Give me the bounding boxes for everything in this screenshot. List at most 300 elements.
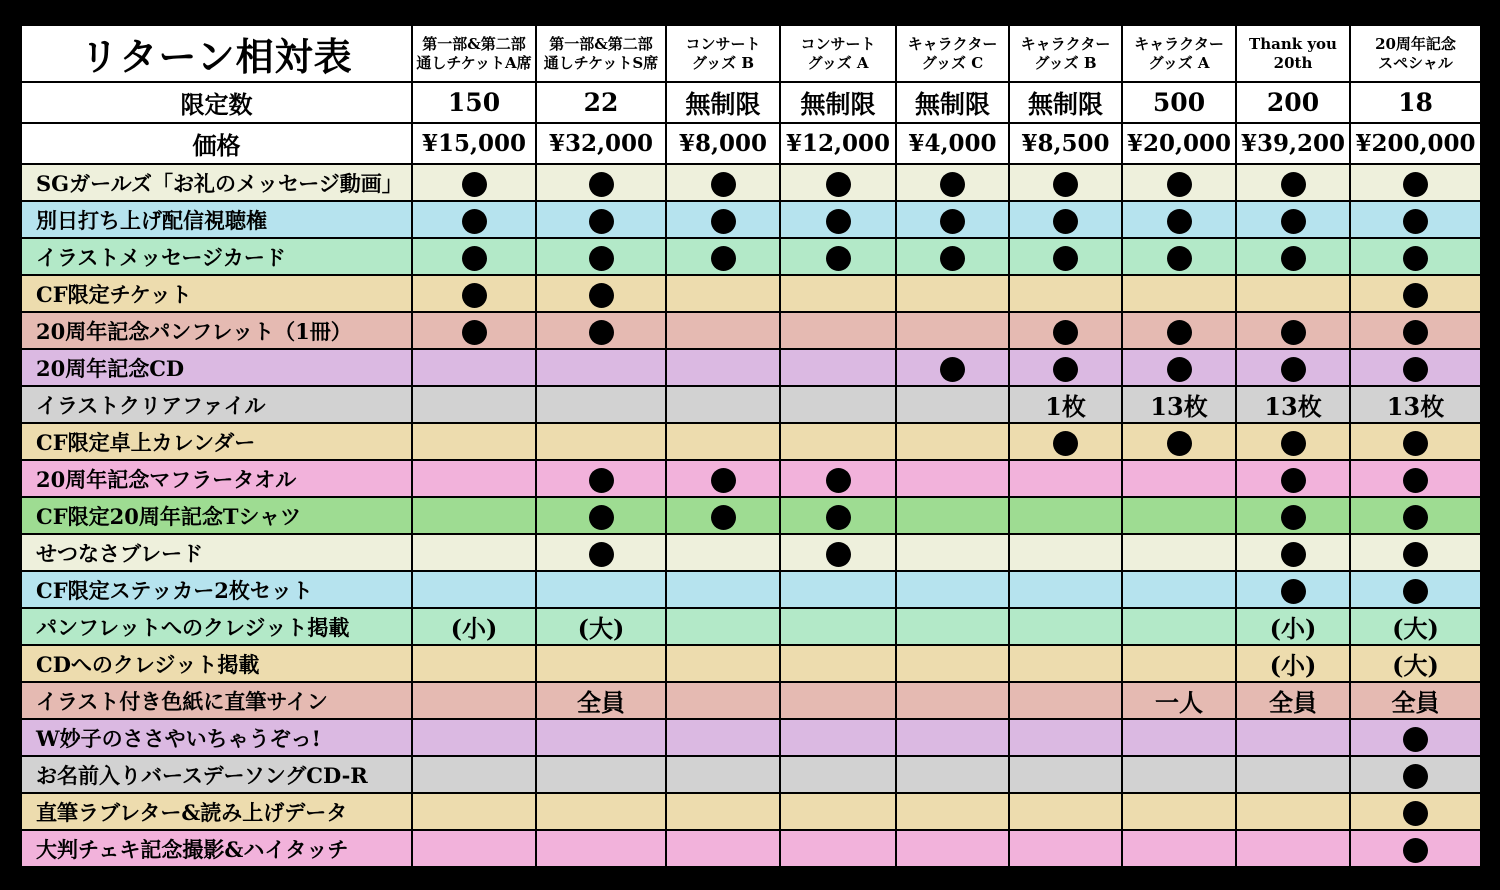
included-dot-cell bbox=[1350, 756, 1481, 793]
empty-cell bbox=[1122, 275, 1236, 312]
filled-circle-icon bbox=[462, 246, 487, 271]
limit-cell: 無制限 bbox=[1009, 82, 1122, 123]
empty-cell bbox=[1009, 275, 1122, 312]
benefit-label: W妙子のささやいちゃうぞっ! bbox=[21, 719, 412, 756]
price-cell: ¥8,000 bbox=[666, 123, 780, 164]
benefit-row bbox=[21, 201, 1481, 238]
included-dot-cell bbox=[412, 238, 536, 275]
included-dot-cell bbox=[666, 460, 780, 497]
included-dot-cell bbox=[1236, 238, 1350, 275]
included-dot-cell bbox=[1009, 349, 1122, 386]
included-dot-cell bbox=[1350, 460, 1481, 497]
filled-circle-icon bbox=[711, 209, 736, 234]
included-dot-cell bbox=[536, 275, 666, 312]
benefit-row bbox=[21, 793, 1481, 830]
included-dot-cell bbox=[1350, 164, 1481, 201]
empty-cell bbox=[666, 534, 780, 571]
empty-cell bbox=[412, 719, 536, 756]
benefit-row bbox=[21, 164, 1481, 201]
filled-circle-icon bbox=[589, 209, 614, 234]
value-cell: (大) bbox=[1350, 645, 1481, 682]
filled-circle-icon bbox=[711, 246, 736, 271]
empty-cell bbox=[780, 756, 896, 793]
included-dot-cell bbox=[1009, 164, 1122, 201]
benefit-label: 別日打ち上げ配信視聴権 bbox=[21, 201, 412, 238]
empty-cell bbox=[666, 608, 780, 645]
filled-circle-icon bbox=[1403, 431, 1428, 456]
benefit-label: CF限定20周年記念Tシャツ bbox=[21, 497, 412, 534]
empty-cell bbox=[1009, 682, 1122, 719]
table-title: リターン相対表 bbox=[21, 25, 412, 82]
limit-row bbox=[21, 82, 1481, 123]
filled-circle-icon bbox=[1053, 357, 1078, 382]
price-cell: ¥39,200 bbox=[1236, 123, 1350, 164]
empty-cell bbox=[1009, 719, 1122, 756]
empty-cell bbox=[896, 275, 1009, 312]
benefit-row bbox=[21, 534, 1481, 571]
empty-cell bbox=[780, 312, 896, 349]
empty-cell bbox=[780, 571, 896, 608]
value-cell: (小) bbox=[412, 608, 536, 645]
empty-cell bbox=[536, 830, 666, 867]
included-dot-cell bbox=[1236, 534, 1350, 571]
included-dot-cell bbox=[1122, 312, 1236, 349]
empty-cell bbox=[780, 349, 896, 386]
price-cell: ¥20,000 bbox=[1122, 123, 1236, 164]
included-dot-cell bbox=[1122, 423, 1236, 460]
empty-cell bbox=[412, 793, 536, 830]
included-dot-cell bbox=[1350, 719, 1481, 756]
empty-cell bbox=[666, 719, 780, 756]
empty-cell bbox=[536, 386, 666, 423]
benefit-row bbox=[21, 682, 1481, 719]
benefit-row bbox=[21, 719, 1481, 756]
empty-cell bbox=[1009, 497, 1122, 534]
filled-circle-icon bbox=[1167, 172, 1192, 197]
filled-circle-icon bbox=[940, 209, 965, 234]
empty-cell bbox=[1009, 830, 1122, 867]
included-dot-cell bbox=[1236, 312, 1350, 349]
empty-cell bbox=[412, 460, 536, 497]
included-dot-cell bbox=[666, 238, 780, 275]
filled-circle-icon bbox=[711, 468, 736, 493]
empty-cell bbox=[896, 460, 1009, 497]
empty-cell bbox=[536, 756, 666, 793]
limit-cell: 22 bbox=[536, 82, 666, 123]
empty-cell bbox=[1009, 608, 1122, 645]
empty-cell bbox=[536, 349, 666, 386]
empty-cell bbox=[536, 793, 666, 830]
filled-circle-icon bbox=[1167, 320, 1192, 345]
empty-cell bbox=[1122, 756, 1236, 793]
benefit-label: イラストクリアファイル bbox=[21, 386, 412, 423]
filled-circle-icon bbox=[1403, 838, 1428, 863]
filled-circle-icon bbox=[1403, 579, 1428, 604]
benefit-row bbox=[21, 497, 1481, 534]
filled-circle-icon bbox=[940, 172, 965, 197]
included-dot-cell bbox=[1350, 312, 1481, 349]
value-cell: 全員 bbox=[1350, 682, 1481, 719]
empty-cell bbox=[896, 497, 1009, 534]
filled-circle-icon bbox=[1281, 320, 1306, 345]
empty-cell bbox=[780, 719, 896, 756]
empty-cell bbox=[536, 645, 666, 682]
filled-circle-icon bbox=[711, 505, 736, 530]
empty-cell bbox=[1009, 571, 1122, 608]
included-dot-cell bbox=[412, 201, 536, 238]
included-dot-cell bbox=[1236, 423, 1350, 460]
benefit-label: SGガールズ「お礼のメッセージ動画」 bbox=[21, 164, 412, 201]
included-dot-cell bbox=[1009, 201, 1122, 238]
included-dot-cell bbox=[780, 497, 896, 534]
included-dot-cell bbox=[780, 460, 896, 497]
filled-circle-icon bbox=[1403, 320, 1428, 345]
value-cell: 全員 bbox=[536, 682, 666, 719]
value-cell: 13枚 bbox=[1122, 386, 1236, 423]
empty-cell bbox=[780, 682, 896, 719]
filled-circle-icon bbox=[1403, 357, 1428, 382]
empty-cell bbox=[666, 682, 780, 719]
price-cell: ¥4,000 bbox=[896, 123, 1009, 164]
empty-cell bbox=[1009, 756, 1122, 793]
value-cell: (大) bbox=[1350, 608, 1481, 645]
empty-cell bbox=[780, 830, 896, 867]
returns-comparison-table bbox=[20, 24, 1482, 868]
empty-cell bbox=[412, 386, 536, 423]
empty-cell bbox=[896, 793, 1009, 830]
empty-cell bbox=[1122, 497, 1236, 534]
empty-cell bbox=[896, 312, 1009, 349]
empty-cell bbox=[412, 830, 536, 867]
included-dot-cell bbox=[1122, 201, 1236, 238]
filled-circle-icon bbox=[589, 172, 614, 197]
included-dot-cell bbox=[1009, 423, 1122, 460]
filled-circle-icon bbox=[711, 172, 736, 197]
empty-cell bbox=[666, 275, 780, 312]
included-dot-cell bbox=[536, 238, 666, 275]
benefit-row bbox=[21, 460, 1481, 497]
empty-cell bbox=[412, 349, 536, 386]
filled-circle-icon bbox=[1053, 209, 1078, 234]
benefit-row bbox=[21, 275, 1481, 312]
included-dot-cell bbox=[896, 164, 1009, 201]
empty-cell bbox=[780, 793, 896, 830]
empty-cell bbox=[1122, 608, 1236, 645]
included-dot-cell bbox=[1350, 497, 1481, 534]
column-header: 20周年記念 スペシャル bbox=[1350, 25, 1481, 82]
price-cell: ¥200,000 bbox=[1350, 123, 1481, 164]
empty-cell bbox=[1009, 793, 1122, 830]
benefit-label: イラストメッセージカード bbox=[21, 238, 412, 275]
empty-cell bbox=[412, 571, 536, 608]
empty-cell bbox=[1236, 830, 1350, 867]
filled-circle-icon bbox=[589, 468, 614, 493]
empty-cell bbox=[1122, 571, 1236, 608]
benefit-label: パンフレットへのクレジット掲載 bbox=[21, 608, 412, 645]
limit-cell: 無制限 bbox=[780, 82, 896, 123]
empty-cell bbox=[1122, 793, 1236, 830]
included-dot-cell bbox=[1350, 830, 1481, 867]
included-dot-cell bbox=[780, 238, 896, 275]
empty-cell bbox=[666, 571, 780, 608]
included-dot-cell bbox=[666, 497, 780, 534]
included-dot-cell bbox=[896, 238, 1009, 275]
filled-circle-icon bbox=[589, 320, 614, 345]
empty-cell bbox=[1009, 534, 1122, 571]
benefit-row bbox=[21, 423, 1481, 460]
empty-cell bbox=[896, 682, 1009, 719]
included-dot-cell bbox=[1236, 349, 1350, 386]
benefit-row bbox=[21, 571, 1481, 608]
included-dot-cell bbox=[1122, 164, 1236, 201]
filled-circle-icon bbox=[1281, 505, 1306, 530]
included-dot-cell bbox=[1350, 534, 1481, 571]
empty-cell bbox=[666, 756, 780, 793]
empty-cell bbox=[1009, 460, 1122, 497]
filled-circle-icon bbox=[1281, 357, 1306, 382]
included-dot-cell bbox=[780, 164, 896, 201]
column-header: コンサート グッズ B bbox=[666, 25, 780, 82]
filled-circle-icon bbox=[1053, 246, 1078, 271]
empty-cell bbox=[896, 423, 1009, 460]
filled-circle-icon bbox=[1403, 468, 1428, 493]
filled-circle-icon bbox=[1281, 172, 1306, 197]
column-header: Thank you 20th bbox=[1236, 25, 1350, 82]
value-cell: (小) bbox=[1236, 645, 1350, 682]
empty-cell bbox=[666, 349, 780, 386]
limit-cell: 200 bbox=[1236, 82, 1350, 123]
empty-cell bbox=[1122, 460, 1236, 497]
benefit-row bbox=[21, 830, 1481, 867]
included-dot-cell bbox=[536, 201, 666, 238]
filled-circle-icon bbox=[826, 468, 851, 493]
table-body bbox=[21, 25, 1481, 867]
included-dot-cell bbox=[1236, 201, 1350, 238]
filled-circle-icon bbox=[826, 505, 851, 530]
empty-cell bbox=[666, 645, 780, 682]
filled-circle-icon bbox=[1403, 283, 1428, 308]
filled-circle-icon bbox=[1167, 209, 1192, 234]
price-cell: ¥32,000 bbox=[536, 123, 666, 164]
column-header: キャラクター グッズ A bbox=[1122, 25, 1236, 82]
filled-circle-icon bbox=[1167, 246, 1192, 271]
included-dot-cell bbox=[1236, 571, 1350, 608]
filled-circle-icon bbox=[1403, 209, 1428, 234]
filled-circle-icon bbox=[462, 209, 487, 234]
limit-row-label: 限定数 bbox=[21, 82, 412, 123]
filled-circle-icon bbox=[1403, 172, 1428, 197]
value-cell: 一人 bbox=[1122, 682, 1236, 719]
included-dot-cell bbox=[536, 312, 666, 349]
filled-circle-icon bbox=[1403, 246, 1428, 271]
included-dot-cell bbox=[1350, 238, 1481, 275]
included-dot-cell bbox=[412, 275, 536, 312]
included-dot-cell bbox=[1350, 275, 1481, 312]
filled-circle-icon bbox=[1281, 542, 1306, 567]
included-dot-cell bbox=[412, 164, 536, 201]
limit-cell: 18 bbox=[1350, 82, 1481, 123]
included-dot-cell bbox=[1350, 793, 1481, 830]
included-dot-cell bbox=[780, 201, 896, 238]
value-cell: 1枚 bbox=[1009, 386, 1122, 423]
empty-cell bbox=[1236, 275, 1350, 312]
benefit-label: CF限定チケット bbox=[21, 275, 412, 312]
included-dot-cell bbox=[536, 164, 666, 201]
filled-circle-icon bbox=[826, 246, 851, 271]
filled-circle-icon bbox=[940, 246, 965, 271]
value-cell: (小) bbox=[1236, 608, 1350, 645]
benefit-label: 20周年記念CD bbox=[21, 349, 412, 386]
empty-cell bbox=[412, 645, 536, 682]
filled-circle-icon bbox=[589, 542, 614, 567]
filled-circle-icon bbox=[826, 172, 851, 197]
empty-cell bbox=[780, 386, 896, 423]
filled-circle-icon bbox=[1281, 431, 1306, 456]
value-cell: 13枚 bbox=[1236, 386, 1350, 423]
included-dot-cell bbox=[1350, 423, 1481, 460]
value-cell: 13枚 bbox=[1350, 386, 1481, 423]
limit-cell: 無制限 bbox=[666, 82, 780, 123]
included-dot-cell bbox=[1236, 497, 1350, 534]
empty-cell bbox=[666, 830, 780, 867]
filled-circle-icon bbox=[1167, 431, 1192, 456]
column-header: コンサート グッズ A bbox=[780, 25, 896, 82]
limit-cell: 150 bbox=[412, 82, 536, 123]
price-row-label: 価格 bbox=[21, 123, 412, 164]
filled-circle-icon bbox=[1281, 468, 1306, 493]
empty-cell bbox=[536, 423, 666, 460]
included-dot-cell bbox=[1009, 312, 1122, 349]
included-dot-cell bbox=[1236, 164, 1350, 201]
empty-cell bbox=[1122, 645, 1236, 682]
included-dot-cell bbox=[536, 534, 666, 571]
benefit-row bbox=[21, 238, 1481, 275]
included-dot-cell bbox=[536, 497, 666, 534]
filled-circle-icon bbox=[589, 283, 614, 308]
filled-circle-icon bbox=[1053, 172, 1078, 197]
empty-cell bbox=[1009, 645, 1122, 682]
included-dot-cell bbox=[1236, 460, 1350, 497]
benefit-label: せつなさブレード bbox=[21, 534, 412, 571]
filled-circle-icon bbox=[826, 209, 851, 234]
filled-circle-icon bbox=[1281, 246, 1306, 271]
empty-cell bbox=[896, 608, 1009, 645]
empty-cell bbox=[1122, 534, 1236, 571]
empty-cell bbox=[666, 312, 780, 349]
filled-circle-icon bbox=[1403, 505, 1428, 530]
empty-cell bbox=[780, 275, 896, 312]
benefit-row bbox=[21, 386, 1481, 423]
benefit-label: CF限定卓上カレンダー bbox=[21, 423, 412, 460]
limit-cell: 500 bbox=[1122, 82, 1236, 123]
empty-cell bbox=[896, 386, 1009, 423]
benefit-label: お名前入りバースデーソングCD-R bbox=[21, 756, 412, 793]
column-header: キャラクター グッズ B bbox=[1009, 25, 1122, 82]
filled-circle-icon bbox=[1403, 542, 1428, 567]
included-dot-cell bbox=[666, 164, 780, 201]
filled-circle-icon bbox=[1403, 764, 1428, 789]
included-dot-cell bbox=[1350, 349, 1481, 386]
empty-cell bbox=[412, 682, 536, 719]
empty-cell bbox=[412, 534, 536, 571]
benefit-row bbox=[21, 349, 1481, 386]
empty-cell bbox=[1122, 719, 1236, 756]
filled-circle-icon bbox=[462, 172, 487, 197]
filled-circle-icon bbox=[1167, 357, 1192, 382]
empty-cell bbox=[780, 608, 896, 645]
empty-cell bbox=[536, 719, 666, 756]
filled-circle-icon bbox=[462, 283, 487, 308]
empty-cell bbox=[896, 719, 1009, 756]
benefit-label: 直筆ラブレター&読み上げデータ bbox=[21, 793, 412, 830]
empty-cell bbox=[896, 571, 1009, 608]
included-dot-cell bbox=[780, 534, 896, 571]
value-cell: (大) bbox=[536, 608, 666, 645]
price-row bbox=[21, 123, 1481, 164]
empty-cell bbox=[412, 497, 536, 534]
empty-cell bbox=[412, 756, 536, 793]
included-dot-cell bbox=[666, 201, 780, 238]
included-dot-cell bbox=[1122, 349, 1236, 386]
filled-circle-icon bbox=[1281, 209, 1306, 234]
header-row bbox=[21, 25, 1481, 82]
empty-cell bbox=[896, 645, 1009, 682]
empty-cell bbox=[666, 793, 780, 830]
price-cell: ¥8,500 bbox=[1009, 123, 1122, 164]
benefit-label: CF限定ステッカー2枚セット bbox=[21, 571, 412, 608]
empty-cell bbox=[896, 756, 1009, 793]
included-dot-cell bbox=[1350, 201, 1481, 238]
benefit-label: CDへのクレジット掲載 bbox=[21, 645, 412, 682]
included-dot-cell bbox=[1009, 238, 1122, 275]
benefit-row bbox=[21, 756, 1481, 793]
benefit-row bbox=[21, 312, 1481, 349]
value-cell: 全員 bbox=[1236, 682, 1350, 719]
column-header: 第一部&第二部 通しチケットA席 bbox=[412, 25, 536, 82]
included-dot-cell bbox=[536, 460, 666, 497]
empty-cell bbox=[780, 645, 896, 682]
empty-cell bbox=[896, 830, 1009, 867]
filled-circle-icon bbox=[589, 505, 614, 530]
benefit-label: 20周年記念パンフレット（1冊） bbox=[21, 312, 412, 349]
benefit-label: イラスト付き色紙に直筆サイン bbox=[21, 682, 412, 719]
filled-circle-icon bbox=[940, 357, 965, 382]
included-dot-cell bbox=[1350, 571, 1481, 608]
filled-circle-icon bbox=[1281, 579, 1306, 604]
benefit-row bbox=[21, 608, 1481, 645]
benefit-label: 大判チェキ記念撮影&ハイタッチ bbox=[21, 830, 412, 867]
empty-cell bbox=[1236, 793, 1350, 830]
filled-circle-icon bbox=[462, 320, 487, 345]
filled-circle-icon bbox=[826, 542, 851, 567]
included-dot-cell bbox=[412, 312, 536, 349]
included-dot-cell bbox=[896, 201, 1009, 238]
empty-cell bbox=[896, 534, 1009, 571]
column-header: 第一部&第二部 通しチケットS席 bbox=[536, 25, 666, 82]
limit-cell: 無制限 bbox=[896, 82, 1009, 123]
empty-cell bbox=[780, 423, 896, 460]
empty-cell bbox=[536, 571, 666, 608]
filled-circle-icon bbox=[589, 246, 614, 271]
filled-circle-icon bbox=[1053, 431, 1078, 456]
benefit-label: 20周年記念マフラータオル bbox=[21, 460, 412, 497]
filled-circle-icon bbox=[1053, 320, 1078, 345]
price-cell: ¥12,000 bbox=[780, 123, 896, 164]
empty-cell bbox=[412, 423, 536, 460]
empty-cell bbox=[1236, 756, 1350, 793]
included-dot-cell bbox=[896, 349, 1009, 386]
empty-cell bbox=[1122, 830, 1236, 867]
